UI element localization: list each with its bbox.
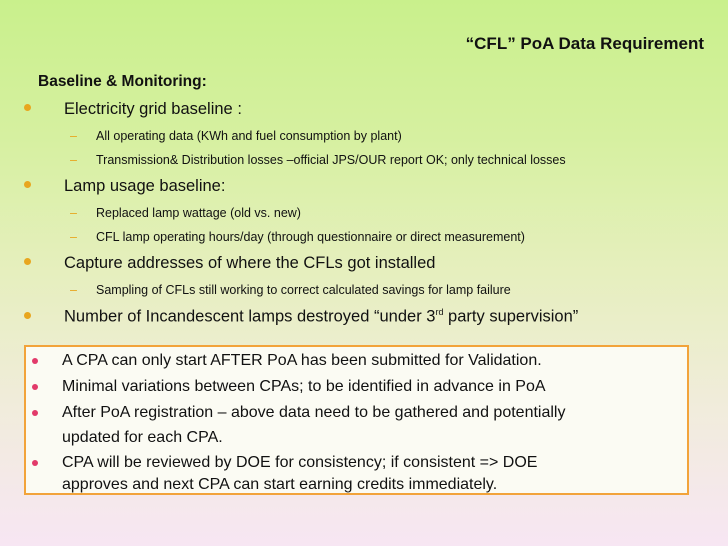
sub-bullet-item: – All operating data (KWh and fuel consumption by plant) bbox=[70, 129, 402, 143]
box-bullet-item: A CPA can only start AFTER PoA has been submitted for Validation. bbox=[36, 352, 542, 370]
box-bullet-item: After PoA registration – above data need to be gathered and potentially bbox=[36, 404, 565, 422]
bullet-item: Capture addresses of where the CFLs got installed bbox=[22, 254, 435, 273]
bullet-dot-icon bbox=[32, 410, 38, 416]
dash-icon: – bbox=[70, 283, 77, 297]
bullet-dot-icon bbox=[24, 104, 31, 111]
bullet-dot-icon bbox=[32, 358, 38, 364]
bullet-item: Number of Incandescent lamps destroyed “under 3rd party supervision” bbox=[22, 307, 578, 327]
sub-bullet-item: – Sampling of CFLs still working to correct calculated savings for lamp failure bbox=[70, 283, 511, 297]
box-bullet-item: CPA will be reviewed by DOE for consistency; if consistent => DOE bbox=[36, 454, 537, 472]
bullet-item: Lamp usage baseline: bbox=[22, 177, 225, 196]
bullet-dot-icon bbox=[24, 258, 31, 265]
section-heading: Baseline & Monitoring: bbox=[38, 73, 207, 90]
dash-icon: – bbox=[70, 129, 77, 143]
sub-bullet-item: – CFL lamp operating hours/day (through questionnaire or direct measurement) bbox=[70, 230, 525, 244]
sub-bullet-item: – Replaced lamp wattage (old vs. new) bbox=[70, 206, 301, 220]
bullet-dot-icon bbox=[32, 460, 38, 466]
dash-icon: – bbox=[70, 206, 77, 220]
slide-title: “CFL” PoA Data Requirement bbox=[465, 34, 704, 53]
box-bullet-continuation: approves and next CPA can start earning credits immediately. bbox=[62, 476, 498, 493]
bullet-dot-icon bbox=[24, 312, 31, 319]
bullet-dot-icon bbox=[24, 181, 31, 188]
sub-bullet-item: – Transmission& Distribution losses –official JPS/OUR report OK; only technical losses bbox=[70, 153, 566, 167]
box-bullet-continuation: updated for each CPA. bbox=[62, 429, 223, 446]
dash-icon: – bbox=[70, 153, 77, 167]
bullet-dot-icon bbox=[32, 384, 38, 390]
bullet-item: Electricity grid baseline : bbox=[22, 100, 242, 119]
dash-icon: – bbox=[70, 230, 77, 244]
box-bullet-item: Minimal variations between CPAs; to be identified in advance in PoA bbox=[36, 378, 546, 396]
